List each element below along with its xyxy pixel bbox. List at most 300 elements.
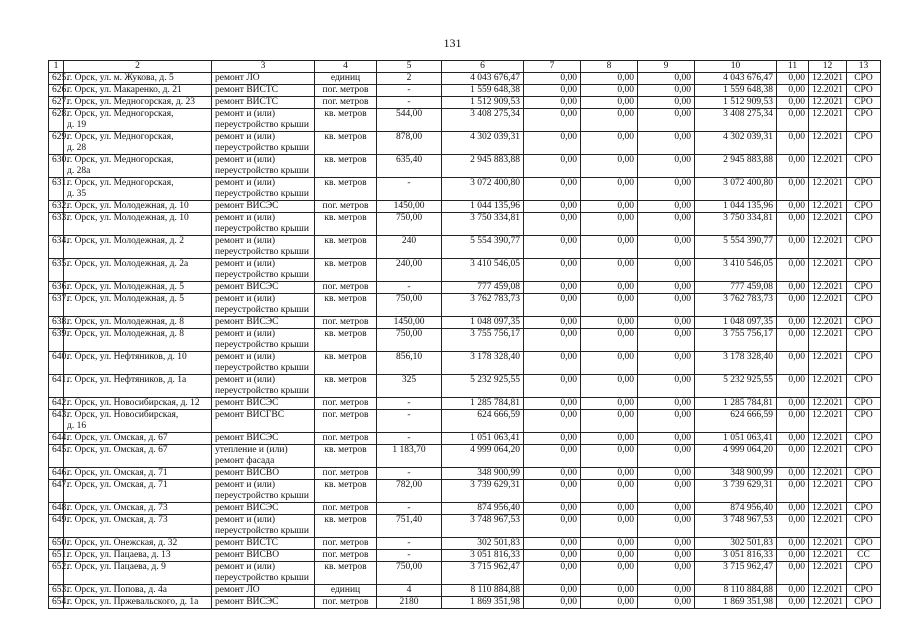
fund-col7-cell: 0,00 (524, 445, 581, 468)
work-type-cell: ремонт и (или) переустройство крыши (212, 294, 315, 317)
fund-col8-cell: 0,00 (581, 282, 638, 294)
address-cell: г. Орск, ул. Макаренко, д. 21 (64, 85, 212, 97)
unit-cell: пог. метров (315, 468, 377, 480)
unit-cell: кв. метров (315, 109, 377, 132)
fund-col9-cell: 0,00 (638, 155, 695, 178)
fund-col10-cell: 3 748 967,53 (695, 515, 777, 538)
work-type-cell: ремонт ВИСЭС (212, 201, 315, 213)
total-cost-cell: 3 762 783,73 (442, 294, 524, 317)
completion-date-cell: 12.2021 (809, 178, 847, 201)
address-cell: г. Орск, ул. Омская, д. 71 (64, 468, 212, 480)
fund-col10-cell: 1 512 909,53 (695, 97, 777, 109)
row-number-cell: 635. (49, 259, 64, 282)
page-number: 131 (443, 36, 462, 50)
fund-col10-cell: 1 051 063,41 (695, 433, 777, 445)
total-cost-cell: 8 110 884,88 (442, 585, 524, 597)
completion-date-cell: 12.2021 (809, 294, 847, 317)
fund-col7-cell: 0,00 (524, 109, 581, 132)
total-cost-cell: 1 051 063,41 (442, 433, 524, 445)
quantity-cell: 1 183,70 (377, 445, 442, 468)
total-cost-cell: 1 285 784,81 (442, 398, 524, 410)
address-cell: г. Орск, ул. Медногорская, д. 19 (64, 109, 212, 132)
fund-col7-cell: 0,00 (524, 433, 581, 445)
work-type-cell: ремонт ЛО (212, 73, 315, 85)
completion-date-cell: 12.2021 (809, 282, 847, 294)
fund-col7-cell: 0,00 (524, 282, 581, 294)
fund-col9-cell: 0,00 (638, 538, 695, 550)
address-cell: г. Орск, ул. Медногорская, д. 35 (64, 178, 212, 201)
table-row (49, 562, 881, 585)
fund-col7-cell: 0,00 (524, 155, 581, 178)
total-cost-cell: 3 408 275,34 (442, 109, 524, 132)
quantity-cell: 544,00 (377, 109, 442, 132)
table-row (49, 597, 881, 609)
fund-col7-cell: 0,00 (524, 73, 581, 85)
fund-col8-cell: 0,00 (581, 155, 638, 178)
completion-date-cell: 12.2021 (809, 97, 847, 109)
funding-source-cell: СРО (847, 597, 881, 609)
address-cell: г. Орск, ул. Молодежная, д. 2 (64, 236, 212, 259)
row-number-cell: 631. (49, 178, 64, 201)
specific-cost-cell: 0,00 (777, 109, 809, 132)
work-type-cell: ремонт ВИСТС (212, 538, 315, 550)
total-cost-cell: 3 072 400,80 (442, 178, 524, 201)
quantity-cell: 635,40 (377, 155, 442, 178)
fund-col7-cell: 0,00 (524, 329, 581, 352)
fund-col8-cell: 0,00 (581, 433, 638, 445)
unit-cell: пог. метров (315, 410, 377, 433)
quantity-cell: 782,00 (377, 480, 442, 503)
specific-cost-cell: 0,00 (777, 375, 809, 398)
completion-date-cell: 12.2021 (809, 538, 847, 550)
fund-col9-cell: 0,00 (638, 294, 695, 317)
fund-col9-cell: 0,00 (638, 375, 695, 398)
fund-col10-cell: 8 110 884,88 (695, 585, 777, 597)
address-cell: г. Орск, ул. Молодежная, д. 5 (64, 294, 212, 317)
work-type-cell: ремонт и (или) переустройство крыши (212, 178, 315, 201)
fund-col10-cell: 302 501,83 (695, 538, 777, 550)
fund-col9-cell: 0,00 (638, 259, 695, 282)
fund-col8-cell: 0,00 (581, 132, 638, 155)
fund-col10-cell: 3 408 275,34 (695, 109, 777, 132)
fund-col10-cell: 3 410 546,05 (695, 259, 777, 282)
quantity-cell: 2180 (377, 597, 442, 609)
fund-col8-cell: 0,00 (581, 201, 638, 213)
quantity-cell: - (377, 538, 442, 550)
row-number-cell: 640. (49, 352, 64, 375)
row-number-cell: 648. (49, 503, 64, 515)
fund-col10-cell: 3 750 334,81 (695, 213, 777, 236)
unit-cell: единиц (315, 585, 377, 597)
unit-cell: кв. метров (315, 294, 377, 317)
fund-col7-cell: 0,00 (524, 132, 581, 155)
fund-col7-cell: 0,00 (524, 585, 581, 597)
fund-col9-cell: 0,00 (638, 109, 695, 132)
table-row (49, 433, 881, 445)
completion-date-cell: 12.2021 (809, 201, 847, 213)
fund-col7-cell: 0,00 (524, 480, 581, 503)
fund-col9-cell: 0,00 (638, 585, 695, 597)
address-cell: г. Орск, ул. Медногорская, д. 28 (64, 132, 212, 155)
fund-col9-cell: 0,00 (638, 282, 695, 294)
total-cost-cell: 3 715 962,47 (442, 562, 524, 585)
specific-cost-cell: 0,00 (777, 155, 809, 178)
fund-col9-cell: 0,00 (638, 515, 695, 538)
quantity-cell: 750,00 (377, 329, 442, 352)
quantity-cell: - (377, 282, 442, 294)
address-cell: г. Орск, ул. Пацаева, д. 9 (64, 562, 212, 585)
quantity-cell: 856,10 (377, 352, 442, 375)
specific-cost-cell: 0,00 (777, 585, 809, 597)
unit-cell: кв. метров (315, 480, 377, 503)
table-row (49, 132, 881, 155)
funding-source-cell: СРО (847, 155, 881, 178)
quantity-cell: 750,00 (377, 562, 442, 585)
funding-source-cell: СРО (847, 468, 881, 480)
fund-col10-cell: 3 051 816,33 (695, 550, 777, 562)
work-type-cell: ремонт ВИСЭС (212, 597, 315, 609)
funding-source-cell: СРО (847, 97, 881, 109)
table-row (49, 236, 881, 259)
unit-cell: кв. метров (315, 132, 377, 155)
repair-registry-table (48, 60, 881, 609)
row-number-cell: 626. (49, 85, 64, 97)
fund-col8-cell: 0,00 (581, 317, 638, 329)
fund-col8-cell: 0,00 (581, 538, 638, 550)
fund-col10-cell: 2 945 883,88 (695, 155, 777, 178)
funding-source-cell: СРО (847, 375, 881, 398)
work-type-cell: ремонт ВИСТС (212, 85, 315, 97)
total-cost-cell: 1 869 351,98 (442, 597, 524, 609)
address-cell: г. Орск, ул. Омская, д. 73 (64, 503, 212, 515)
work-type-cell: ремонт ЛО (212, 585, 315, 597)
quantity-cell: 4 (377, 585, 442, 597)
address-cell: г. Орск, ул. Молодежная, д. 10 (64, 213, 212, 236)
total-cost-cell: 3 178 328,40 (442, 352, 524, 375)
column-number-row (49, 61, 881, 73)
fund-col7-cell: 0,00 (524, 515, 581, 538)
fund-col10-cell: 5 554 390,77 (695, 236, 777, 259)
column-header: 6 (442, 61, 524, 73)
funding-source-cell: СРО (847, 503, 881, 515)
fund-col10-cell: 3 739 629,31 (695, 480, 777, 503)
row-number-cell: 633. (49, 213, 64, 236)
quantity-cell: 1450,00 (377, 201, 442, 213)
table-row (49, 73, 881, 85)
fund-col10-cell: 3 762 783,73 (695, 294, 777, 317)
specific-cost-cell: 0,00 (777, 213, 809, 236)
quantity-cell: - (377, 433, 442, 445)
fund-col10-cell: 4 999 064,20 (695, 445, 777, 468)
total-cost-cell: 4 302 039,31 (442, 132, 524, 155)
completion-date-cell: 12.2021 (809, 317, 847, 329)
funding-source-cell: СРО (847, 329, 881, 352)
table-row (49, 85, 881, 97)
column-header: 9 (638, 61, 695, 73)
total-cost-cell: 3 748 967,53 (442, 515, 524, 538)
total-cost-cell: 5 232 925,55 (442, 375, 524, 398)
quantity-cell: 240,00 (377, 259, 442, 282)
unit-cell: кв. метров (315, 178, 377, 201)
total-cost-cell: 3 750 334,81 (442, 213, 524, 236)
fund-col10-cell: 3 755 756,17 (695, 329, 777, 352)
fund-col8-cell: 0,00 (581, 468, 638, 480)
address-cell: г. Орск, ул. Молодежная, д. 2а (64, 259, 212, 282)
unit-cell: кв. метров (315, 259, 377, 282)
completion-date-cell: 12.2021 (809, 562, 847, 585)
completion-date-cell: 12.2021 (809, 398, 847, 410)
row-number-cell: 636. (49, 282, 64, 294)
fund-col10-cell: 1 048 097,35 (695, 317, 777, 329)
row-number-cell: 642. (49, 398, 64, 410)
completion-date-cell: 12.2021 (809, 468, 847, 480)
fund-col8-cell: 0,00 (581, 352, 638, 375)
address-cell: г. Орск, ул. Молодежная, д. 8 (64, 317, 212, 329)
unit-cell: пог. метров (315, 538, 377, 550)
fund-col7-cell: 0,00 (524, 317, 581, 329)
fund-col7-cell: 0,00 (524, 352, 581, 375)
completion-date-cell: 12.2021 (809, 236, 847, 259)
row-number-cell: 638. (49, 317, 64, 329)
specific-cost-cell: 0,00 (777, 317, 809, 329)
fund-col9-cell: 0,00 (638, 445, 695, 468)
fund-col8-cell: 0,00 (581, 178, 638, 201)
work-type-cell: ремонт и (или) переустройство крыши (212, 375, 315, 398)
unit-cell: кв. метров (315, 515, 377, 538)
completion-date-cell: 12.2021 (809, 259, 847, 282)
funding-source-cell: СРО (847, 109, 881, 132)
completion-date-cell: 12.2021 (809, 213, 847, 236)
work-type-cell: ремонт ВИСВО (212, 550, 315, 562)
unit-cell: пог. метров (315, 597, 377, 609)
funding-source-cell: СРО (847, 480, 881, 503)
unit-cell: пог. метров (315, 282, 377, 294)
quantity-cell: - (377, 410, 442, 433)
table-row (49, 538, 881, 550)
quantity-cell: - (377, 398, 442, 410)
specific-cost-cell: 0,00 (777, 73, 809, 85)
funding-source-cell: СРО (847, 294, 881, 317)
total-cost-cell: 3 051 816,33 (442, 550, 524, 562)
specific-cost-cell: 0,00 (777, 132, 809, 155)
column-header: 1 (49, 61, 64, 73)
funding-source-cell: СРО (847, 85, 881, 97)
fund-col10-cell: 1 869 351,98 (695, 597, 777, 609)
table-row (49, 375, 881, 398)
fund-col7-cell: 0,00 (524, 178, 581, 201)
column-header: 4 (315, 61, 377, 73)
work-type-cell: ремонт и (или) переустройство крыши (212, 515, 315, 538)
work-type-cell: утепление и (или) ремонт фасада (212, 445, 315, 468)
funding-source-cell: СРО (847, 585, 881, 597)
address-cell: г. Орск, ул. Новосибирская, д. 16 (64, 410, 212, 433)
address-cell: г. Орск, ул. м. Жукова, д. 5 (64, 73, 212, 85)
work-type-cell: ремонт и (или) переустройство крыши (212, 132, 315, 155)
fund-col10-cell: 4 043 676,47 (695, 73, 777, 85)
fund-col8-cell: 0,00 (581, 329, 638, 352)
quantity-cell: 750,00 (377, 294, 442, 317)
fund-col8-cell: 0,00 (581, 97, 638, 109)
quantity-cell: 878,00 (377, 132, 442, 155)
row-number-cell: 644. (49, 433, 64, 445)
quantity-cell: - (377, 550, 442, 562)
fund-col9-cell: 0,00 (638, 178, 695, 201)
table-row (49, 201, 881, 213)
fund-col9-cell: 0,00 (638, 352, 695, 375)
fund-col8-cell: 0,00 (581, 562, 638, 585)
fund-col7-cell: 0,00 (524, 562, 581, 585)
column-header: 12 (809, 61, 847, 73)
table-row (49, 585, 881, 597)
row-number-cell: 650. (49, 538, 64, 550)
fund-col9-cell: 0,00 (638, 562, 695, 585)
specific-cost-cell: 0,00 (777, 329, 809, 352)
unit-cell: пог. метров (315, 85, 377, 97)
fund-col8-cell: 0,00 (581, 503, 638, 515)
work-type-cell: ремонт и (или) переустройство крыши (212, 329, 315, 352)
quantity-cell: 240 (377, 236, 442, 259)
fund-col8-cell: 0,00 (581, 398, 638, 410)
work-type-cell: ремонт и (или) переустройство крыши (212, 109, 315, 132)
funding-source-cell: СРО (847, 352, 881, 375)
total-cost-cell: 4 043 676,47 (442, 73, 524, 85)
specific-cost-cell: 0,00 (777, 433, 809, 445)
table-row (49, 155, 881, 178)
fund-col8-cell: 0,00 (581, 550, 638, 562)
table-row (49, 550, 881, 562)
row-number-cell: 641. (49, 375, 64, 398)
address-cell: г. Орск, ул. Омская, д. 71 (64, 480, 212, 503)
unit-cell: единиц (315, 73, 377, 85)
fund-col7-cell: 0,00 (524, 410, 581, 433)
funding-source-cell: СРО (847, 538, 881, 550)
specific-cost-cell: 0,00 (777, 85, 809, 97)
work-type-cell: ремонт и (или) переустройство крыши (212, 562, 315, 585)
row-number-cell: 632. (49, 201, 64, 213)
fund-col9-cell: 0,00 (638, 317, 695, 329)
column-header: 5 (377, 61, 442, 73)
fund-col7-cell: 0,00 (524, 398, 581, 410)
row-number-cell: 654. (49, 597, 64, 609)
address-cell: г. Орск, ул. Онежская, д. 32 (64, 538, 212, 550)
unit-cell: кв. метров (315, 329, 377, 352)
fund-col9-cell: 0,00 (638, 398, 695, 410)
work-type-cell: ремонт ВИСЭС (212, 317, 315, 329)
funding-source-cell: СРО (847, 213, 881, 236)
address-cell: г. Орск, ул. Молодежная, д. 8 (64, 329, 212, 352)
completion-date-cell: 12.2021 (809, 329, 847, 352)
fund-col7-cell: 0,00 (524, 201, 581, 213)
table-row (49, 317, 881, 329)
unit-cell: кв. метров (315, 445, 377, 468)
total-cost-cell: 1 044 135,96 (442, 201, 524, 213)
unit-cell: пог. метров (315, 433, 377, 445)
completion-date-cell: 12.2021 (809, 503, 847, 515)
quantity-cell: 751,40 (377, 515, 442, 538)
table-row (49, 398, 881, 410)
fund-col10-cell: 874 956,40 (695, 503, 777, 515)
column-header: 3 (212, 61, 315, 73)
completion-date-cell: 12.2021 (809, 410, 847, 433)
completion-date-cell: 12.2021 (809, 155, 847, 178)
quantity-cell: 325 (377, 375, 442, 398)
unit-cell: кв. метров (315, 352, 377, 375)
fund-col7-cell: 0,00 (524, 503, 581, 515)
specific-cost-cell: 0,00 (777, 398, 809, 410)
specific-cost-cell: 0,00 (777, 468, 809, 480)
unit-cell: пог. метров (315, 97, 377, 109)
row-number-cell: 645. (49, 445, 64, 468)
table-row (49, 259, 881, 282)
fund-col8-cell: 0,00 (581, 109, 638, 132)
unit-cell: пог. метров (315, 317, 377, 329)
completion-date-cell: 12.2021 (809, 433, 847, 445)
row-number-cell: 653. (49, 585, 64, 597)
total-cost-cell: 3 755 756,17 (442, 329, 524, 352)
fund-col9-cell: 0,00 (638, 132, 695, 155)
unit-cell: кв. метров (315, 562, 377, 585)
table-row (49, 445, 881, 468)
address-cell: г. Орск, ул. Омская, д. 67 (64, 433, 212, 445)
fund-col8-cell: 0,00 (581, 85, 638, 97)
funding-source-cell: СРО (847, 201, 881, 213)
table-row (49, 503, 881, 515)
total-cost-cell: 2 945 883,88 (442, 155, 524, 178)
funding-source-cell: СРО (847, 73, 881, 85)
row-number-cell: 627. (49, 97, 64, 109)
address-cell: г. Орск, ул. Нефтяников, д. 10 (64, 352, 212, 375)
quantity-cell: 750,00 (377, 213, 442, 236)
funding-source-cell: СРО (847, 398, 881, 410)
work-type-cell: ремонт ВИСЭС (212, 282, 315, 294)
funding-source-cell: СРО (847, 410, 881, 433)
funding-source-cell: СРО (847, 259, 881, 282)
fund-col8-cell: 0,00 (581, 259, 638, 282)
specific-cost-cell: 0,00 (777, 236, 809, 259)
specific-cost-cell: 0,00 (777, 259, 809, 282)
table-row (49, 480, 881, 503)
fund-col10-cell: 3 715 962,47 (695, 562, 777, 585)
funding-source-cell: СРО (847, 178, 881, 201)
work-type-cell: ремонт ВИСЭС (212, 398, 315, 410)
fund-col9-cell: 0,00 (638, 213, 695, 236)
fund-col7-cell: 0,00 (524, 538, 581, 550)
row-number-cell: 643. (49, 410, 64, 433)
work-type-cell: ремонт и (или) переустройство крыши (212, 259, 315, 282)
fund-col7-cell: 0,00 (524, 294, 581, 317)
total-cost-cell: 624 666,59 (442, 410, 524, 433)
fund-col8-cell: 0,00 (581, 236, 638, 259)
specific-cost-cell: 0,00 (777, 178, 809, 201)
specific-cost-cell: 0,00 (777, 597, 809, 609)
fund-col7-cell: 0,00 (524, 213, 581, 236)
fund-col9-cell: 0,00 (638, 480, 695, 503)
funding-source-cell: СРО (847, 317, 881, 329)
address-cell: г. Орск, ул. Пацаева, д. 13 (64, 550, 212, 562)
table-row (49, 282, 881, 294)
row-number-cell: 629. (49, 132, 64, 155)
completion-date-cell: 12.2021 (809, 550, 847, 562)
fund-col10-cell: 348 900,99 (695, 468, 777, 480)
total-cost-cell: 4 999 064,20 (442, 445, 524, 468)
column-header: 8 (581, 61, 638, 73)
work-type-cell: ремонт ВИСЭС (212, 433, 315, 445)
table-row (49, 294, 881, 317)
fund-col7-cell: 0,00 (524, 97, 581, 109)
table-row (49, 329, 881, 352)
address-cell: г. Орск, ул. Нефтяников, д. 1а (64, 375, 212, 398)
specific-cost-cell: 0,00 (777, 538, 809, 550)
